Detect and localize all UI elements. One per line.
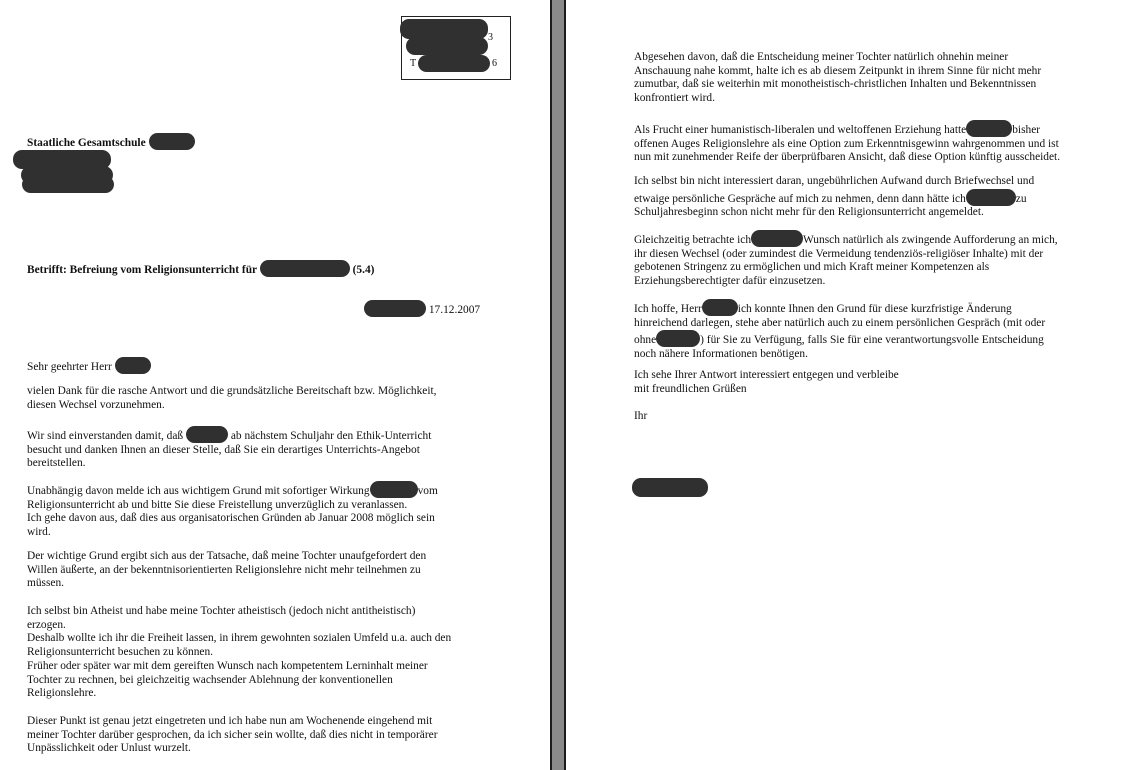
text-line: diesen Wechsel vorzunehmen. [27, 398, 165, 411]
text-line: meiner Tochter darüber gesprochen, da ich sicher sein wollte, daß dies nicht in temporärer [27, 728, 438, 741]
document-page-left [0, 0, 550, 770]
address-fragment: T [410, 58, 417, 69]
text-fragment: ich konnte Ihnen den Grund für diese kurzfristige Änderung [737, 303, 1012, 315]
text-line [27, 426, 431, 444]
text-line: Deshalb wollte ich ihr die Freiheit lassen, in ihrem gewohnten sozialen Umfeld u.a. auch den [27, 632, 452, 645]
text-line: Ich sehe Ihrer Antwort interessiert entgegen und verbleibe [634, 369, 899, 381]
text-line: Willen äußerte, an der bekenntnisorientierten Religionslehre nicht mehr teilnehmen zu [27, 563, 421, 576]
address-fragment: 3 [488, 32, 493, 43]
text-line: hinreichend darlegen, stehe aber natürlich auch zu einem persönlichen Gespräch (mit oder [634, 316, 1046, 329]
document-page-right [566, 0, 1121, 770]
text-line [634, 120, 1060, 138]
signature-redaction [632, 478, 708, 497]
text-fragment: ab nächstem Schuljahr den Ethik-Unterricht [230, 430, 432, 442]
letter-paragraph [27, 605, 451, 701]
redaction-mark [656, 330, 700, 347]
text-line: Ich selbst bin nicht interessiert daran, ungebührlichen Aufwand durch Briefwechsel und [634, 175, 1035, 187]
redaction-mark [702, 299, 738, 316]
text-line: Schuljahresbeginn schon nicht mehr für den Religionsunterricht angemeldet. [634, 206, 984, 219]
text-line [634, 189, 1034, 207]
text-fragment: Unabhängig davon melde ich aus wichtigem Grund mit sofortiger Wirkung [27, 485, 370, 497]
letter-date: 17.12.2007 [428, 304, 481, 316]
redaction-mark [406, 37, 488, 55]
text-fragment: vom [417, 485, 438, 497]
text-line [634, 330, 1045, 348]
letter-paragraph [27, 426, 431, 471]
redaction-mark [370, 481, 418, 498]
subject-suffix: (5.4) [352, 264, 375, 276]
date-line [364, 300, 480, 318]
text-line: wird. [27, 526, 51, 539]
text-line: Unpässlichkeit oder Unlust wurzelt. [27, 742, 191, 755]
closing-formula [634, 369, 899, 396]
text-line: Der wichtige Grund ergibt sich aus der Tatsache, daß meine Tochter unaufgefordert den [27, 550, 427, 562]
letter-paragraph [27, 715, 438, 756]
text-fragment: Als Frucht einer humanistisch-liberalen und weltoffenen Erziehung hatte [634, 124, 967, 136]
text-line [634, 230, 1058, 248]
letter-paragraph [634, 175, 1034, 220]
text-line: Religionslehre. [27, 687, 97, 700]
text-line: Ich selbst bin Atheist und habe meine Tochter atheistisch (jedoch nicht antitheistisch) [27, 605, 416, 617]
page-separator [550, 0, 566, 770]
redaction-mark [400, 19, 488, 39]
text-line: konfrontiert wird. [634, 92, 715, 105]
text-fragment: zu [1015, 192, 1027, 205]
salutation [27, 357, 151, 375]
text-line: vielen Dank für die rasche Antwort und die grundsätzliche Bereitschaft bzw. Möglichkeit, [27, 385, 437, 397]
text-line: zumutbar, daß sie weiterhin mit monotheistisch-christlichen Inhalten und Bekenntnissen [634, 78, 1037, 91]
address-fragment: 6 [492, 58, 497, 69]
text-line: Ich gehe davon aus, daß dies aus organisatorischen Gründen ab Januar 2008 möglich sein [27, 512, 435, 525]
salutation-text: Sehr geehrter Herr [27, 361, 112, 373]
redaction-mark [149, 133, 195, 150]
text-line: Dieser Punkt ist genau jetzt eingetreten und ich habe nun am Wochenende eingehend mit [27, 715, 433, 727]
letter-paragraph [634, 230, 1058, 289]
sender-address-box [401, 16, 511, 80]
redaction-mark [751, 230, 803, 247]
letter-paragraph [27, 550, 426, 591]
subject-text: Betrifft: Befreiung vom Religionsunterricht für [27, 264, 257, 276]
letter-paragraph [27, 385, 437, 412]
text-line [27, 481, 438, 499]
redaction-mark [260, 260, 350, 277]
text-line: offenen Auges Religionslehre als eine Option zum Erkenntnisgewinn wahrgenommen und ist [634, 137, 1059, 150]
text-fragment: Ich hoffe, Herr [634, 303, 702, 315]
text-fragment: etwaige persönliche Gespräche auf mich zu nehmen, denn dann hätte ich [634, 192, 966, 205]
redaction-mark [966, 189, 1016, 206]
letter-paragraph [634, 120, 1060, 165]
recipient-name-text: Staatliche Gesamtschule [27, 137, 146, 149]
text-line: besucht und danken Ihnen an dieser Stelle, daß Sie ein derartiges Unterrichts-Angebot [27, 443, 420, 456]
text-fragment: bisher [1012, 124, 1041, 136]
text-line: Anschauung nahe kommt, halte ich es ab diesem Zeitpunkt in ihrem Sinne für nicht mehr [634, 64, 1042, 77]
text-line: Religionsunterricht besuchen zu können. [27, 646, 213, 659]
text-line: Religionsunterricht ab und bitte Sie diese Freistellung unverzüglich zu veranlassen. [27, 498, 408, 511]
text-line: erzogen. [27, 618, 66, 631]
letter-paragraph [634, 51, 1041, 106]
text-line: müssen. [27, 577, 65, 590]
text-line: Ihr [634, 410, 648, 422]
redaction-mark [186, 426, 228, 443]
redaction-mark [364, 300, 426, 317]
text-line: gebotenen Stringenz zu ermöglichen und mich Kraft meiner Kompetenzen als [634, 261, 990, 274]
text-line: ihr diesen Wechsel (oder zumindest die Vermeidung tendenziös-religiöser Inhalte) mit der [634, 247, 1044, 260]
text-line: bereitstellen. [27, 457, 86, 470]
text-fragment: Wunsch natürlich als zwingende Aufforderung an mich, [803, 234, 1058, 246]
text-line [634, 299, 1045, 317]
letter-paragraph [634, 299, 1045, 362]
redaction-mark [966, 120, 1012, 137]
text-line: nun mit zunehmender Reife der überprüfbaren Ansicht, daß diese Option künftig ausscheidet. [634, 151, 1061, 164]
text-line: Erziehungsberechtigter dafür einzusetzen. [634, 275, 826, 288]
redaction-mark [418, 55, 490, 72]
text-fragment: Gleichzeitig betrachte ich [634, 234, 752, 246]
text-line: Tochter zu rechnen, bei gleichzeitig wachsender Ablehnung der konventionellen [27, 673, 393, 686]
closing-signoff [634, 410, 647, 424]
text-line: Früher oder später war mit dem gereiften Wunsch nach kompetentem Lerninhalt meiner [27, 659, 428, 672]
text-line: noch nähere Informationen benötigen. [634, 348, 808, 361]
subject-line [27, 260, 374, 278]
recipient-name [27, 133, 195, 151]
letter-paragraph [27, 481, 438, 540]
text-fragment: Wir sind einverstanden damit, daß [27, 430, 184, 442]
text-fragment: ohne [634, 334, 657, 347]
text-line: Abgesehen davon, daß die Entscheidung meiner Tochter natürlich ohnehin meiner [634, 51, 1009, 63]
redaction-mark [115, 357, 151, 374]
redaction-mark [22, 176, 114, 193]
text-line: mit freundlichen Grüßen [634, 382, 747, 395]
text-fragment: ) für Sie zu Verfügung, falls Sie für eine verantwortungsvolle Entscheidung [700, 334, 1044, 347]
